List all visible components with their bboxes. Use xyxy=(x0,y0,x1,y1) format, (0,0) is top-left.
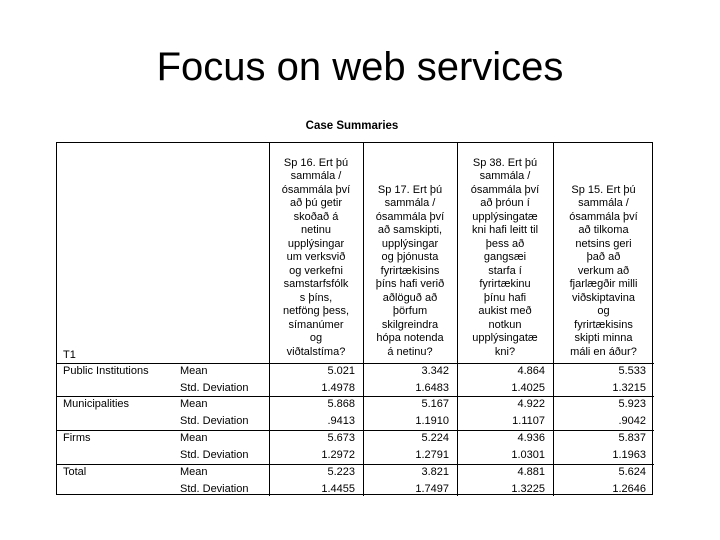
column-header-line: að þú getir xyxy=(290,197,342,209)
column-header-line: að þróun í xyxy=(480,197,530,209)
table-cell: 4.881 xyxy=(517,466,545,478)
table-caption: Case Summaries xyxy=(305,120,399,132)
stat-label: Mean xyxy=(180,398,208,410)
table-cell: 1.7497 xyxy=(415,482,449,495)
table-cell: 4.936 xyxy=(517,432,545,444)
column-header-line: fyrirtækisins xyxy=(574,318,633,331)
column-header-line: Sp 17. Ert þú xyxy=(377,183,443,196)
column-header-line: og þjónusta xyxy=(381,251,439,263)
column-header-line: netföng þess, xyxy=(282,305,350,317)
row-divider xyxy=(57,363,654,364)
column-header-line: upplýsingar xyxy=(381,237,439,250)
table-cell: 1.4455 xyxy=(321,482,355,495)
column-header-line: aukist með xyxy=(478,305,532,317)
column-header-line: starfa í xyxy=(488,264,522,277)
table-cell: 5.021 xyxy=(327,365,355,377)
column-header-line: fyrirtækinu xyxy=(479,278,531,290)
group-name: Municipalities xyxy=(63,398,130,410)
column-header-line: samstarfsfólk xyxy=(283,278,349,290)
table-cell: 1.3225 xyxy=(511,482,545,495)
column-header-line: símanúmer xyxy=(288,318,344,331)
table-cell: 1.1910 xyxy=(415,414,449,427)
column-header-line: og xyxy=(309,332,323,344)
table-cell: .9413 xyxy=(327,414,355,427)
column-header-line: og xyxy=(597,305,610,317)
slide-title: Focus on web services xyxy=(156,45,564,89)
column-header-line: skipti minna xyxy=(574,332,633,344)
group-name: Total xyxy=(63,466,87,478)
column-header-line: þess að xyxy=(485,237,525,250)
column-header-line: fjarlægðir milli xyxy=(569,278,638,290)
column-header-line: notkun xyxy=(488,318,522,331)
column-header-line: upplýsingatæ xyxy=(472,332,538,344)
stat-label: Mean xyxy=(180,432,208,444)
column-header-line: um verksvið xyxy=(286,251,346,263)
table-cell: 4.922 xyxy=(517,398,545,410)
column-header-line: sammála / xyxy=(479,170,531,182)
column-header-line: netsins geri xyxy=(575,237,632,250)
column-header-line: skilgreindra xyxy=(381,318,439,331)
row-divider xyxy=(57,464,654,465)
table-cell: 5.167 xyxy=(421,398,449,410)
group-name: Firms xyxy=(63,432,91,444)
stat-label: Std. Deviation xyxy=(180,381,249,394)
column-header-line: á netinu? xyxy=(387,345,433,358)
table-cell: 5.837 xyxy=(618,432,646,444)
column-header-line: verkum að xyxy=(577,264,630,277)
column-header-line: kni? xyxy=(494,345,516,358)
column-header-line: sammála / xyxy=(290,170,342,182)
column-header-line: sammála / xyxy=(578,197,629,209)
column-header-line: ósammála því xyxy=(375,210,445,223)
stat-label: Std. Deviation xyxy=(180,482,249,495)
table-cell: 1.1107 xyxy=(512,414,545,427)
group-name: Public Institutions xyxy=(63,365,149,377)
column-header-line: viðtalstíma? xyxy=(286,345,346,358)
table-cell: 1.6483 xyxy=(415,381,449,394)
table-cell: 1.1963 xyxy=(612,448,646,461)
table-cell: 5.223 xyxy=(327,466,355,478)
column-header-line: ósammála því xyxy=(470,183,540,196)
table-cell: 1.3215 xyxy=(612,381,646,394)
table-cell: 3.342 xyxy=(421,365,449,377)
column-header-line: hópa notenda xyxy=(376,332,444,344)
column-header-line: kni hafi leitt til xyxy=(471,224,539,236)
table-cell: 1.2791 xyxy=(415,448,449,461)
column-header-line: þínu hafi xyxy=(483,291,527,304)
column-header-line: upplýsingatæ xyxy=(472,210,538,223)
table-cell: 5.533 xyxy=(618,365,646,377)
column-header-line: Sp 16. Ert þú xyxy=(283,156,349,169)
table-cell: 5.624 xyxy=(618,466,646,478)
column-header-line: fyrirtækisins xyxy=(380,264,440,277)
table-cell: .9042 xyxy=(618,414,646,427)
table-cell: 1.2646 xyxy=(612,482,646,495)
column-header-line: að samskipti, xyxy=(377,224,443,236)
row-group-header: T1 xyxy=(63,349,76,361)
stat-label: Mean xyxy=(180,365,208,377)
column-header-line: sammála / xyxy=(384,197,436,209)
column-header-line: aðlöguð að xyxy=(382,291,438,304)
table-cell: 5.868 xyxy=(327,398,355,410)
case-summaries-table xyxy=(56,142,653,495)
table-cell: 5.224 xyxy=(421,432,449,444)
column-header-line: netinu xyxy=(301,224,331,236)
row-divider xyxy=(57,396,654,397)
table-cell: 1.0301 xyxy=(511,448,545,461)
column-header-line: það að xyxy=(586,251,621,263)
stat-label: Std. Deviation xyxy=(180,414,249,427)
column-header-line: upplýsingar xyxy=(287,237,345,250)
stat-label: Std. Deviation xyxy=(180,448,249,461)
column-header-line: Sp 38. Ert þú xyxy=(472,156,538,169)
column-header-line: að tilkoma xyxy=(578,224,629,236)
table-cell: 1.2972 xyxy=(321,448,355,461)
row-divider xyxy=(57,430,654,431)
column-header-line: Sp 15. Ert þú xyxy=(571,183,636,196)
column-header-line: skoðað á xyxy=(293,210,339,223)
column-header-line: og verkefni xyxy=(289,264,343,277)
column-header-line: ósammála því xyxy=(281,183,351,196)
column-header-line: s þíns, xyxy=(299,291,333,304)
table-cell: 5.923 xyxy=(618,398,646,410)
table-cell: 3.821 xyxy=(421,466,449,478)
column-header-line: máli en áður? xyxy=(570,345,637,358)
column-header-line: þíns hafi verið xyxy=(375,278,445,290)
table-cell: 5.673 xyxy=(327,432,355,444)
column-header-line: ósammála því xyxy=(569,210,638,223)
column-header-line: þörfum xyxy=(392,305,428,317)
table-cell: 1.4978 xyxy=(321,381,355,394)
column-header-line: viðskiptavina xyxy=(572,291,635,304)
column-header-line: gangsæi xyxy=(483,251,527,263)
table-cell: 1.4025 xyxy=(511,381,545,394)
stat-label: Mean xyxy=(180,466,208,478)
table-cell: 4.864 xyxy=(517,365,545,377)
